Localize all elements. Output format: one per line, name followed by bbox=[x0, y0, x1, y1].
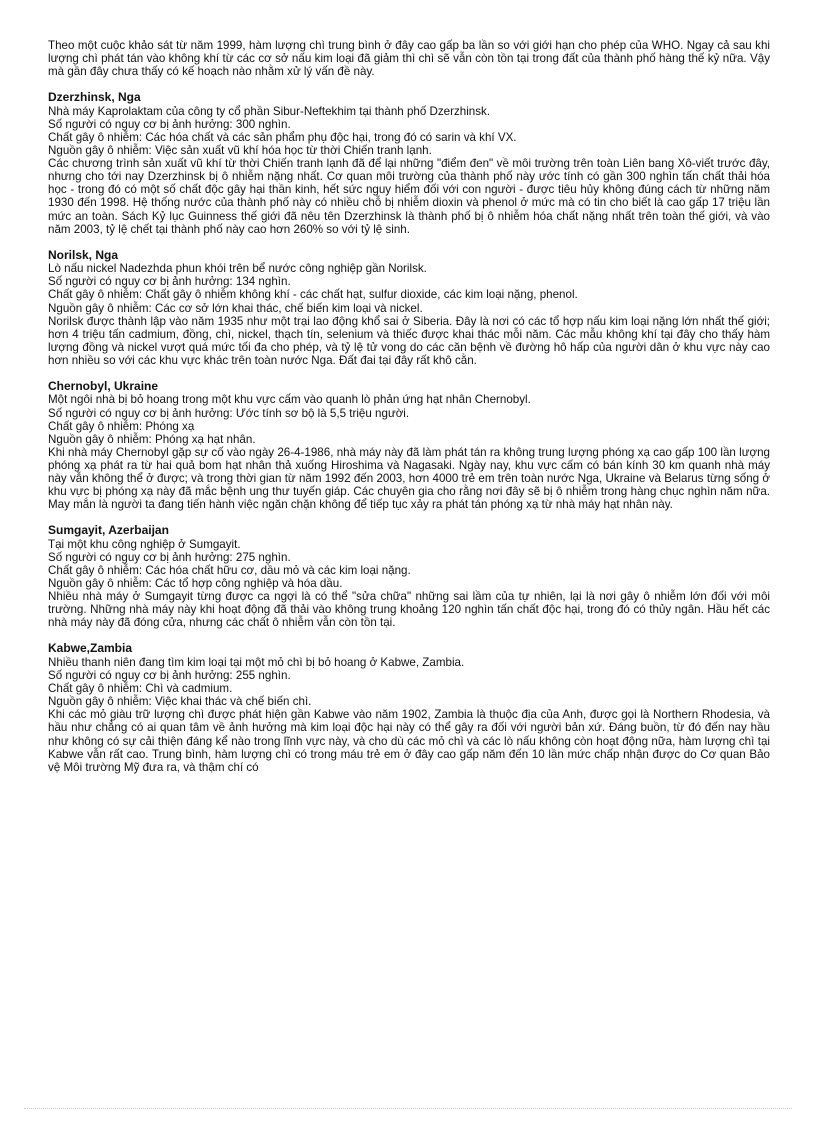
section-body: Các chương trình sản xuất vũ khí từ thời Chiến tranh lạnh đã để lại những "điểm đen" về môi trường trên toàn Liên bang Xô-viết trước đây, nhưng cho tới nay Dzerzhinsk bị ô nhiễm nặng nhất. Cơ quan môi trường của thành phố này ước tính có gần 300 nghìn tấn chất thải hóa học - trong đó có một số chất độc gây hại thần kinh, hết sức nguy hiểm đối với con người - được tiêu hủy không đúng cách từ những năm 1930 đến 1998. Hệ thống nước của thành phố này có nhiều chỗ bị nhiễm dioxin và phenol ở mức mà có tin cho biết là cao gấp 17 triệu lần mức an toàn. Sách Kỷ lục Guinness thế giới đã nêu tên Dzerzhinsk là thành phố bị ô nhiễm hóa chất nặng nhất trên toàn thế giới, và vào năm 2003, tỷ lệ chết tại thành phố này cao hơn 260% so với tỷ lệ sinh. bbox=[48, 157, 770, 236]
section-body: Khi các mỏ giàu trữ lượng chì được phát hiện gần Kabwe vào năm 1902, Zambia là thuộc địa của Anh, được gọi là Northern Rhodesia, và hầu như chẳng có ai quan tâm về ảnh hưởng mà kim loại độc hại này có thể gây ra đối với người bản xứ. Đáng buồn, từ đó đến nay hầu như không có sự cải thiện đáng kể nào trong lĩnh vực này, và cho dù các mỏ chì và các lò nấu không còn hoạt động nữa, hàm lượng chì tại Kabwe vẫn rất cao. Trung bình, hàm lượng chì có trong máu trẻ em ở đây cao gấp năm đến 10 lần mức chấp nhận được do Cơ quan Bảo vệ Môi trường Mỹ đưa ra, và thậm chí có bbox=[48, 708, 770, 774]
source-line: Nguồn gây ô nhiễm: Các cơ sở lớn khai thác, chế biến kim loại và nickel. bbox=[48, 301, 423, 315]
section-chernobyl bbox=[48, 380, 770, 511]
affected-line: Số người có nguy cơ bị ảnh hưởng: 134 nghìn. bbox=[48, 275, 291, 289]
source-line: Nguồn gây ô nhiễm: Việc sản xuất vũ khí hóa học từ thời Chiến tranh lạnh. bbox=[48, 144, 432, 158]
location-line: Lò nấu nickel Nadezhda phun khói trên bể nước công nghiệp gần Norilsk. bbox=[48, 262, 427, 276]
section-title: Norilsk, Nga bbox=[48, 247, 119, 262]
affected-line: Số người có nguy cơ bị ảnh hưởng: 255 nghìn. bbox=[48, 669, 291, 683]
section-body: Norilsk được thành lập vào năm 1935 như một trại lao động khổ sai ở Siberia. Đây là nơi có các tổ hợp nấu kim loại nặng lớn nhất thế giới; hơn 4 triệu tấn cadmium, đồng, chì, nickel, thạch tín, selenium và thiếc được khai thác mỗi năm. Các mẫu không khí tại đây cho thấy hàm lượng đồng và nickel vượt quá mức tối đa cho phép, và tỷ lệ tử vong do các căn bệnh về đường hô hấp của người dân ở khu vực này cao hơn nhiều so với các khu vực khác trên toàn nước Nga. Đất đai tại đây rất khô cằn. bbox=[48, 314, 770, 367]
section-facts bbox=[48, 393, 770, 445]
section-body: Nhiều nhà máy ở Sumgayit từng được ca ngợi là có thể "sửa chữa" những sai lầm của tự nhiên, lại là nơi gây ô nhiễm lớn đối với môi trường. Những nhà máy này khi hoạt động đã thải vào không trung khoảng 120 nghìn tấn chất độc hại, trong đó có thủy ngân. Hầu hết các nhà máy này đã đóng cửa, nhưng các chất ô nhiễm vẫn còn tồn tại. bbox=[48, 590, 770, 630]
location-line: Nhiều thanh niên đang tìm kim loại tại một mỏ chì bị bỏ hoang ở Kabwe, Zambia. bbox=[48, 655, 465, 669]
section-title: Kabwe,Zambia bbox=[48, 641, 133, 656]
section-norilsk bbox=[48, 249, 770, 367]
location-line: Nhà máy Kaprolaktam của công ty cổ phần Sibur-Neftekhim tại thành phố Dzerzhinsk. bbox=[48, 104, 491, 118]
page-bottom-divider bbox=[24, 1108, 792, 1109]
pollutant-line: Chất gây ô nhiễm: Phóng xạ bbox=[48, 419, 195, 433]
section-sumgayit bbox=[48, 524, 770, 629]
intro-paragraph: Theo một cuộc khảo sát từ năm 1999, hàm lượng chì trung bình ở đây cao gấp ba lần so với giới hạn cho phép của WHO. Ngay cả sau khi lượng chì phát tán vào không khí từ các cơ sở nấu kim loại đã giảm thì chì sẽ vẫn còn tồn tại trong đất của thành phố hàng thế kỷ nữa. Vậy mà gần đây chưa thấy có kế hoạch nào nhằm xử lý vấn đề này. bbox=[48, 39, 770, 79]
pollutant-line: Chất gây ô nhiễm: Các hóa chất hữu cơ, dầu mỏ và các kim loại nặng. bbox=[48, 564, 411, 577]
pollutant-line: Chất gây ô nhiễm: Chất gây ô nhiễm không khí - các chất hạt, sulfur dioxide, các kim loại nặng, phenol. bbox=[48, 288, 578, 302]
affected-line: Số người có nguy cơ bị ảnh hưởng: 275 nghìn. bbox=[48, 550, 291, 564]
section-facts bbox=[48, 262, 770, 314]
pollutant-line: Chất gây ô nhiễm: Chì và cadmium. bbox=[48, 682, 233, 696]
affected-line: Số người có nguy cơ bị ảnh hưởng: Ước tính sơ bộ là 5,5 triệu người. bbox=[48, 406, 410, 420]
section-facts bbox=[48, 656, 770, 708]
location-line: Một ngôi nhà bị bỏ hoang trong một khu vực cấm vào quanh lò phản ứng hạt nhân Chernobyl. bbox=[48, 393, 531, 407]
source-line: Nguồn gây ô nhiễm: Phóng xạ hạt nhân. bbox=[48, 432, 256, 446]
section-title: Dzerzhinsk, Nga bbox=[48, 90, 141, 105]
section-body: Khi nhà máy Chernobyl gặp sự cố vào ngày 26-4-1986, nhà máy này đã làm phát tán ra không trung lượng phóng xạ cao gấp 100 lần lượng phóng xạ phát ra từ hai quả bom hạt nhân thả xuống Hiroshima và Nagasaki. Ngày nay, khu vực cấm có bán kính 30 km quanh nhà máy này vẫn không thể ở được; và trong thời gian từ năm 1992 đến 2003, hơn 4000 trẻ em trên toàn nước Nga, Ukraine và Belarus từng sống ở khu vực bị phóng xạ này đã mắc bệnh ung thư tuyến giáp. Các chuyên gia cho rằng nơi đây sẽ bị ô nhiễm trong hàng chục nghìn năm nữa. May mắn là người ta đang tiến hành việc ngăn chặn không để tiếp tục xảy ra phát tán phóng xạ từ nhà máy hạt nhân này. bbox=[48, 445, 770, 512]
source-line: Nguồn gây ô nhiễm: Các tổ hợp công nghiệp và hóa dầu. bbox=[48, 577, 343, 591]
section-facts bbox=[48, 105, 770, 157]
section-title: Chernobyl, Ukraine bbox=[48, 378, 159, 393]
source-line: Nguồn gây ô nhiễm: Việc khai thác và chế biến chì. bbox=[48, 695, 312, 709]
section-kabwe bbox=[48, 642, 770, 773]
section-facts bbox=[48, 538, 770, 590]
affected-line: Số người có nguy cơ bị ảnh hưởng: 300 nghìn. bbox=[48, 117, 291, 131]
location-line: Tại một khu công nghiệp ở Sumgayit. bbox=[48, 537, 241, 551]
pollutant-line: Chất gây ô nhiễm: Các hóa chất và các sản phẩm phụ độc hại, trong đó có sarin và khí VX. bbox=[48, 130, 517, 144]
section-title: Sumgayit, Azerbaijan bbox=[48, 523, 169, 538]
section-dzerzhinsk bbox=[48, 91, 770, 235]
document-page bbox=[48, 39, 770, 774]
